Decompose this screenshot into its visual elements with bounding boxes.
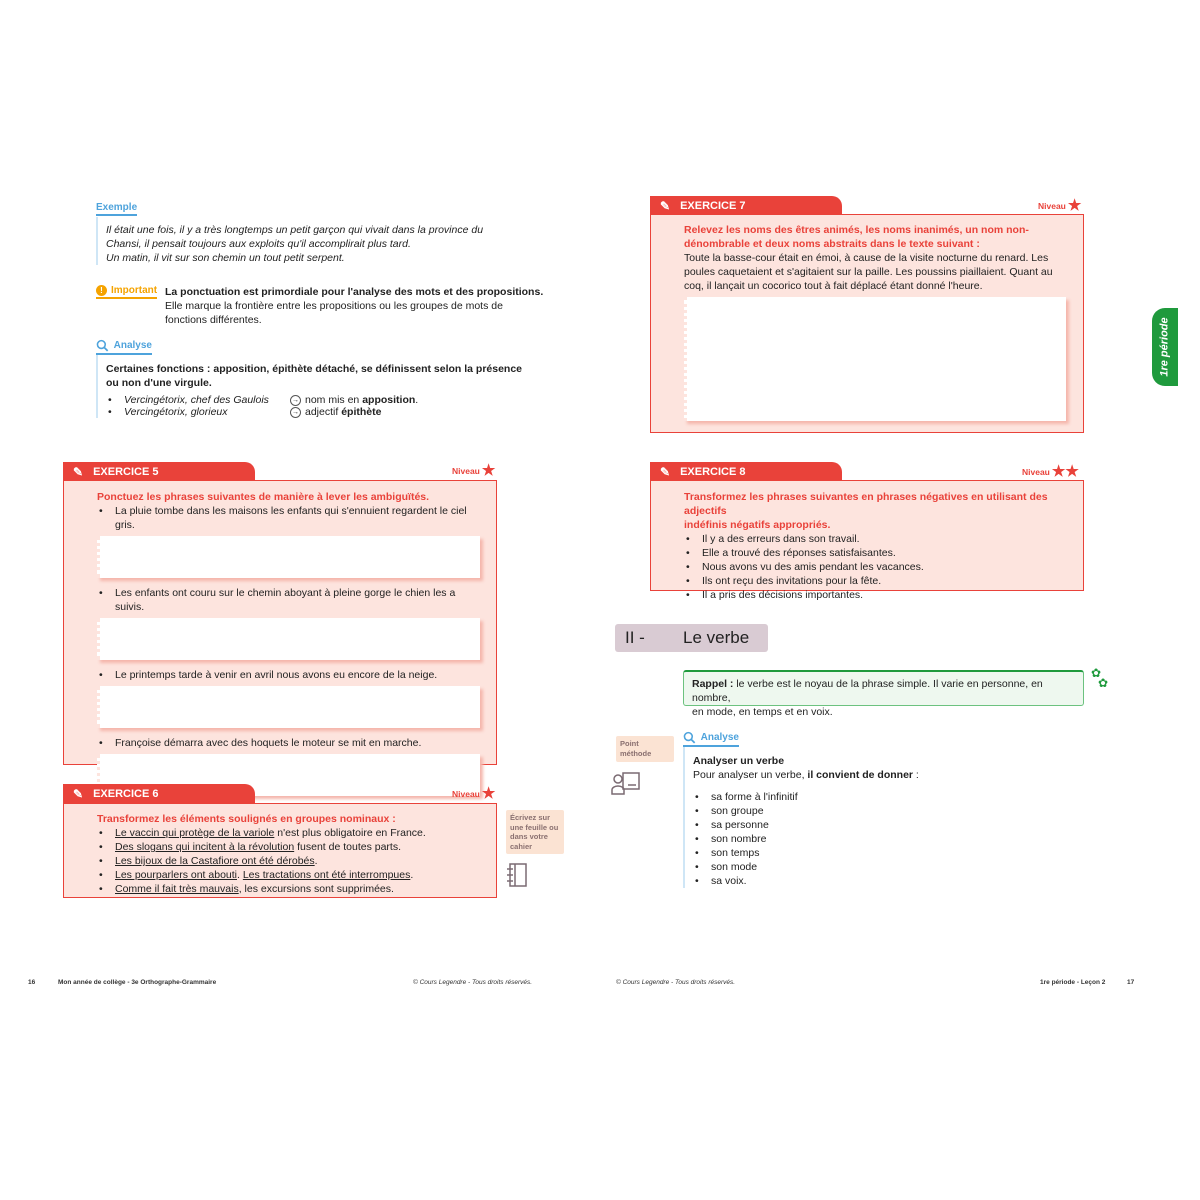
analyse-item [106, 406, 536, 418]
analyse-label: Analyse [113, 340, 152, 351]
important-bold-line: La ponctuation est primordiale pour l'analyse des mots et des propositions. [165, 286, 544, 298]
exercice6-tab [63, 784, 255, 804]
book-title: Mon année de collège - 3e Orthographe-Grammaire [58, 979, 217, 986]
exercice7-tab [650, 196, 842, 216]
exercice6-body [63, 804, 497, 898]
exercice8-body [650, 481, 1084, 601]
exercice7-niveau [1038, 199, 1081, 213]
analyse-item: • sa forme à l'infinitif [693, 790, 1043, 804]
exercice7-title: EXERCICE 7 [680, 200, 746, 212]
item-rest: fusent de toutes parts. [294, 841, 402, 853]
exercice6-item [97, 854, 480, 868]
exercice8-niveau [1022, 465, 1079, 479]
exemple-block [96, 201, 516, 265]
analyse-item: • sa voix. [693, 874, 1043, 888]
exercice7-instruction: dénombrable et deux noms abstraits dans le texte suivant : [684, 238, 980, 250]
exemple-line: Chansi, il pensait toujours aux exploits qu'il accomplirait plus tard. [106, 238, 411, 250]
answer-field[interactable] [97, 686, 480, 728]
result-pre: adjectif [305, 406, 342, 418]
underlined-text: Les tractations ont été interrompues [242, 869, 411, 881]
copyright-right: © Cours Legendre - Tous droits réservés. [616, 979, 736, 986]
cahier-note: Écrivez sur une feuille ou dans votre cahier [506, 810, 564, 854]
analyse-intro-bold: il convient de donner [807, 769, 914, 781]
arrow-circle-icon: → [292, 397, 299, 404]
section-heading [615, 624, 768, 652]
result-bold: épithète [341, 406, 382, 418]
important-line: fonctions différentes. [165, 314, 262, 326]
exercice8-item: • Ils ont reçu des invitations pour la fête. [684, 574, 1067, 588]
exemple-line: Il était une fois, il y a très longtemps un petit garçon qui vivait dans la province du [106, 224, 484, 236]
pencil-icon: ✎ [660, 199, 671, 213]
exercice6-item [97, 826, 480, 840]
exercice7-text: Toute la basse-cour était en émoi, à cause de la visite nocturne du renard. Les [684, 252, 1049, 264]
result-bold: apposition [362, 394, 416, 406]
important-line: Elle marque la frontière entre les propositions ou les groupes de mots de [165, 300, 503, 312]
exclamation-icon: ! [96, 285, 107, 296]
exercice7-text: poules caquetaient et s'agitaient sur la paille. Les poussins piaillaient. Quant au [684, 266, 1053, 278]
analyse-example-text: Vercingétorix, glorieux [124, 406, 228, 418]
gears-icon: ✿ ✿ [1091, 666, 1109, 690]
result-pre: nom mis en [305, 394, 363, 406]
analyse-result [305, 406, 381, 418]
exercice8-item: • Il a pris des décisions importantes. [684, 588, 1067, 602]
important-label-wrap [96, 285, 157, 299]
exercice6-instruction: Transformez les éléments soulignés en groupes nominaux : [97, 813, 396, 825]
exemple-line: Un matin, il vit sur son chemin un tout petit serpent. [106, 252, 345, 264]
exercice5-item: • La pluie tombe dans les maisons les enfants qui s'ennuient regardent le ciel gris. [97, 504, 480, 532]
analyse-item: • son nombre [693, 832, 1043, 846]
exercice8-instruction: indéfinis négatifs appropriés. [684, 519, 831, 531]
analyse-title: Analyser un verbe [693, 755, 785, 767]
niveau-label: Niveau [452, 466, 480, 476]
exercice6-item [97, 882, 480, 896]
exercice6-item [97, 840, 480, 854]
rappel-text: en mode, en temps et en voix. [692, 706, 833, 718]
item-rest: n'est plus obligatoire en France. [274, 827, 426, 839]
exemple-text [96, 217, 516, 265]
exercice8-item: • Nous avons vu des amis pendant les vacances. [684, 560, 1067, 574]
analyse-intro: ou non d'une virgule. [106, 377, 212, 389]
underlined-text: Le vaccin qui protège de la variole [115, 827, 275, 839]
exercice8-title: EXERCICE 8 [680, 466, 746, 478]
magnifier-icon [683, 731, 696, 744]
underlined-text: Les bijoux de la Castafiore ont été dérobés [115, 855, 315, 867]
rappel-label: Rappel : [692, 678, 734, 690]
item-rest: . [237, 869, 243, 881]
analyse-item: • son groupe [693, 804, 1043, 818]
analyse-example: • Vercingétorix, chef des Gaulois [108, 394, 269, 406]
niveau-label: Niveau [1022, 467, 1050, 477]
result-post: . [415, 394, 419, 406]
analyse-item [106, 394, 536, 406]
rappel-text: le verbe est le noyau de la phrase simple. Il varie en personne, en nombre, [692, 678, 1043, 704]
star-icon: ★ [481, 462, 496, 479]
analyse-item: • son temps [693, 846, 1043, 860]
copyright-left: © Cours Legendre - Tous droits réservés. [413, 979, 533, 986]
page-number-right: 17 [1127, 979, 1135, 986]
item-rest: . [410, 869, 414, 881]
analyse-result [305, 394, 418, 406]
exercice5-tab [63, 462, 255, 482]
notebook-icon [505, 862, 529, 888]
important-label: Important [111, 285, 158, 296]
underlined-text: Comme il fait très mauvais [115, 883, 239, 895]
pencil-icon: ✎ [73, 787, 84, 801]
answer-field[interactable] [97, 618, 480, 660]
section-title: Le verbe [683, 628, 750, 647]
pencil-icon: ✎ [660, 465, 671, 479]
analyse-label: Analyse [700, 732, 739, 743]
exercice5-instruction: Ponctuez les phrases suivantes de manière à lever les ambiguïtés. [97, 491, 430, 503]
exercice7-instruction: Relevez les noms des êtres animés, les noms inanimés, un nom non- [684, 224, 1029, 236]
analyse-item: • sa personne [693, 818, 1043, 832]
exercice5-niveau [452, 464, 495, 478]
exercice5-item: • Françoise démarra avec des hoquets le moteur se mit en marche. [97, 736, 480, 750]
arrow-circle-icon: → [292, 409, 299, 416]
exercice6-title: EXERCICE 6 [93, 788, 159, 800]
exercice7-text: coq, il lançait un cocorico tout à fait déplacé étant donné l'heure. [684, 280, 983, 292]
analyse-intro: Certaines fonctions : apposition, épithète détaché, se définissent selon la présence [106, 363, 523, 375]
exercice8-tab [650, 462, 842, 482]
exercice5-body [63, 481, 497, 765]
period-side-tab-label: 1re période [1159, 317, 1171, 377]
analyse-block [96, 339, 536, 418]
item-rest: . [314, 855, 318, 867]
exercice5-title: EXERCICE 5 [93, 466, 159, 478]
analyse-example-text: Vercingétorix, chef des Gaulois [124, 394, 269, 406]
period-side-tab[interactable] [1152, 308, 1178, 386]
section-number: II - [625, 628, 645, 647]
exercice6-niveau [452, 787, 495, 801]
analyse-label-wrap [96, 339, 152, 355]
exercice5-item: • Les enfants ont couru sur le chemin aboyant à pleine gorge le chien les a suivis. [97, 586, 480, 614]
magnifier-icon [96, 339, 109, 352]
niveau-label: Niveau [452, 789, 480, 799]
analyse-intro-post: : [913, 769, 919, 781]
analyse-item: • son mode [693, 860, 1043, 874]
star-icon: ★ [481, 785, 496, 802]
exercice8-item: • Il y a des erreurs dans son travail. [684, 532, 1067, 546]
answer-field[interactable] [684, 297, 1066, 421]
exercice7-body [650, 215, 1084, 433]
analyse-example: • Vercingétorix, glorieux [108, 406, 228, 418]
star-icon: ★ [1067, 197, 1082, 214]
niveau-label: Niveau [1038, 201, 1066, 211]
star-icon: ★★ [1051, 463, 1079, 480]
point-methode-note: Point méthode [616, 736, 674, 762]
lesson-label: 1re période - Leçon 2 [1040, 979, 1106, 986]
pencil-icon: ✎ [73, 465, 84, 479]
underlined-text: Des slogans qui incitent à la révolution [115, 841, 295, 853]
analyse-right-block [683, 731, 1043, 888]
exercice8-item: • Elle a trouvé des réponses satisfaisantes. [684, 546, 1067, 560]
exercice5-item: • Le printemps tarde à venir en avril nous avons eu encore de la neige. [97, 668, 480, 682]
analyse-intro: Pour analyser un verbe, [693, 769, 808, 781]
analyse-label-wrap [683, 731, 739, 747]
exercice6-item [97, 868, 480, 882]
underlined-text: Les pourparlers ont abouti [115, 869, 237, 881]
answer-field[interactable] [97, 536, 480, 578]
rappel-box [683, 670, 1084, 718]
teacher-board-icon [610, 770, 642, 796]
exemple-label: Exemple [96, 202, 137, 216]
item-rest: , les excursions sont supprimées. [238, 883, 394, 895]
exercice8-instruction: Transformez les phrases suivantes en phrases négatives en utilisant des adjectifs [684, 491, 1048, 517]
page-number-left: 16 [28, 979, 36, 986]
